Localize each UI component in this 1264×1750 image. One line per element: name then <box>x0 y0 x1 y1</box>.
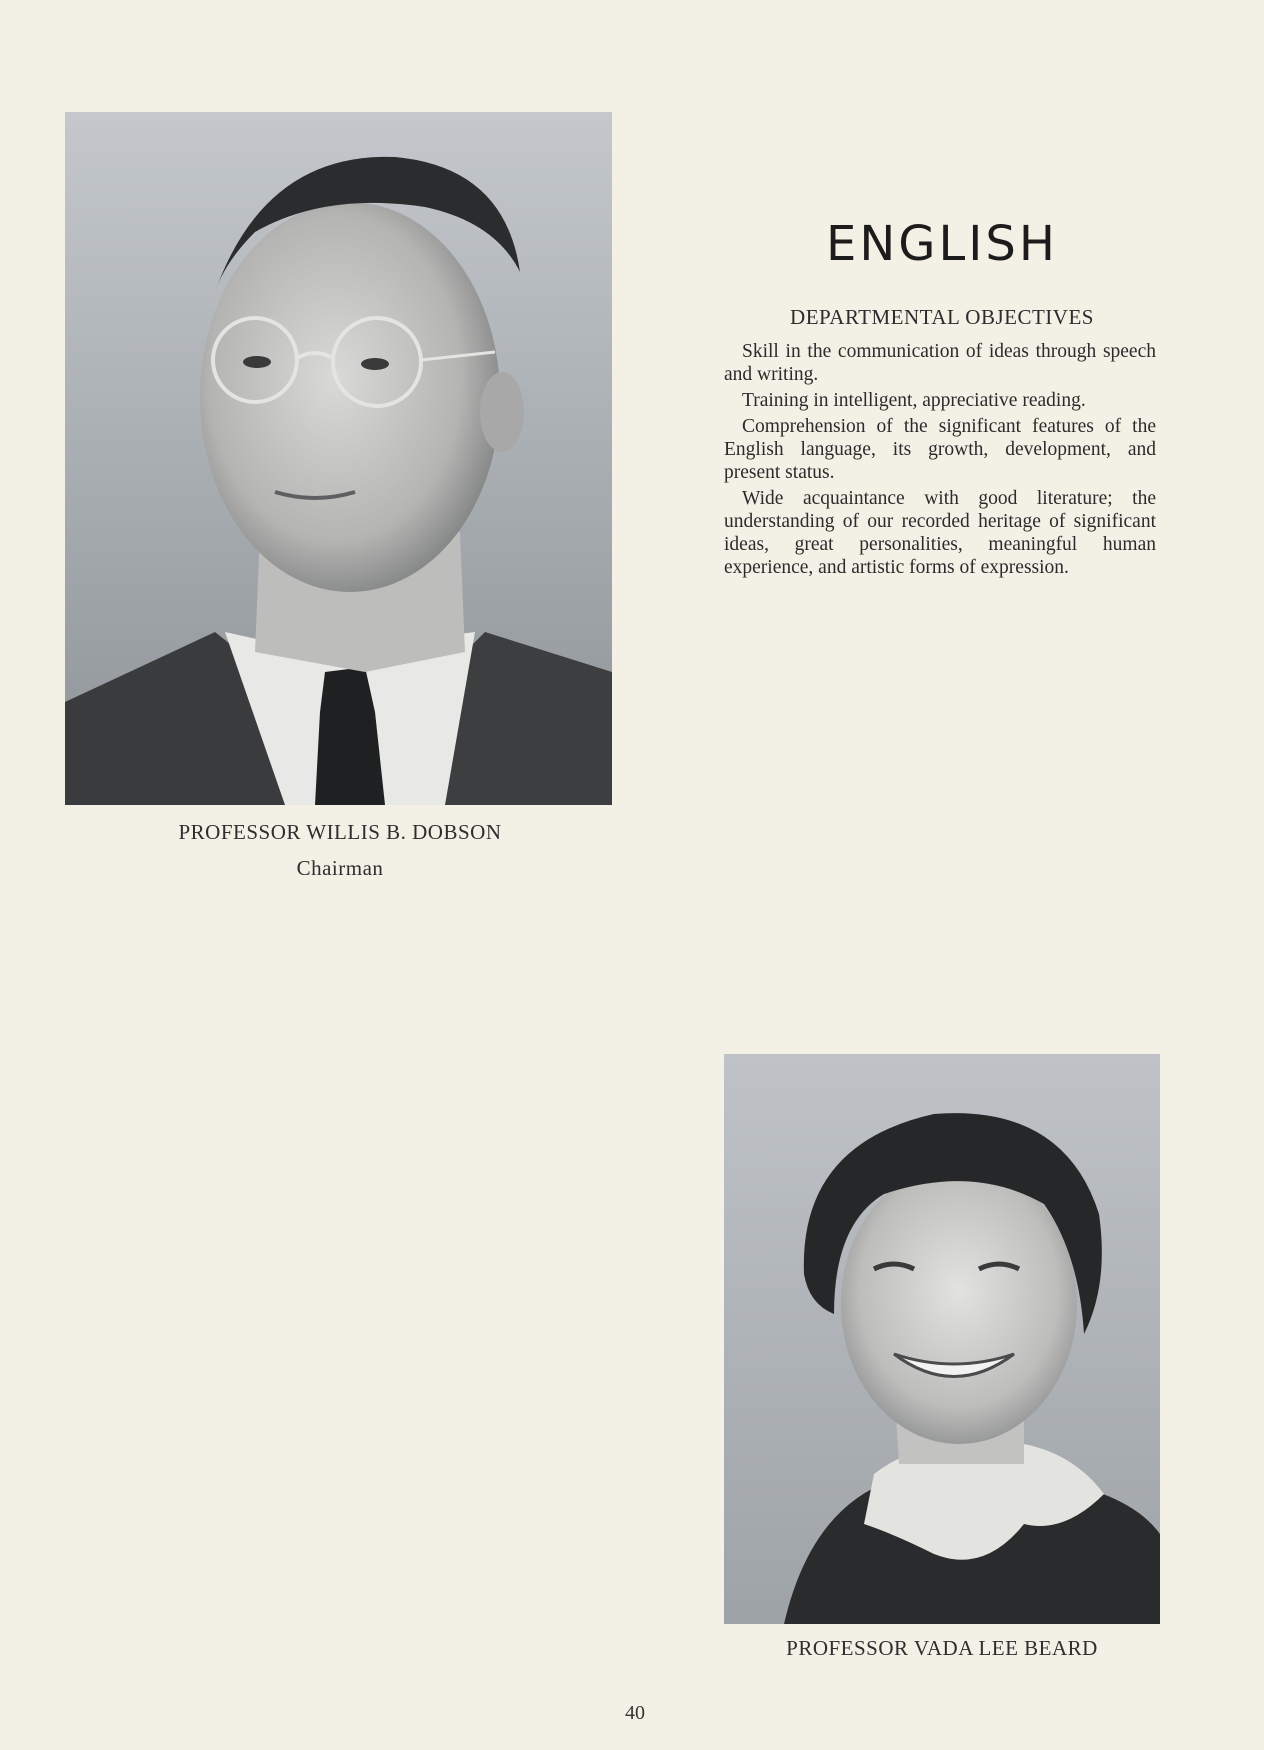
faculty-name-beard: PROFESSOR VADA LEE BEARD <box>786 1636 1098 1660</box>
objective-paragraph: Skill in the communication of ideas through speech and writing. <box>724 341 1156 385</box>
portrait-beard-image <box>724 1054 1160 1624</box>
objectives-list <box>724 340 1156 582</box>
objectives-heading: DEPARTMENTAL OBJECTIVES <box>790 305 1094 329</box>
objective-paragraph: Training in intelligent, appreciative reading. <box>742 390 1086 411</box>
page-number: 40 <box>625 1702 645 1724</box>
portrait-photo-beard <box>724 1054 1160 1624</box>
objective-paragraph: Comprehension of the significant features of the English language, its growth, development, and present status. <box>724 416 1156 483</box>
faculty-name-dobson: PROFESSOR WILLIS B. DOBSON <box>178 820 502 844</box>
objective-paragraph: Wide acquaintance with good literature; the understanding of our recorded heritage of significant ideas, great personalities, meaningful human experience, and artistic forms of expression. <box>724 488 1156 578</box>
portrait-photo-dobson <box>65 112 612 805</box>
faculty-title-dobson: Chairman <box>296 856 384 880</box>
portrait-dobson-image <box>65 112 612 805</box>
department-title: ENGLISH <box>826 216 1058 272</box>
